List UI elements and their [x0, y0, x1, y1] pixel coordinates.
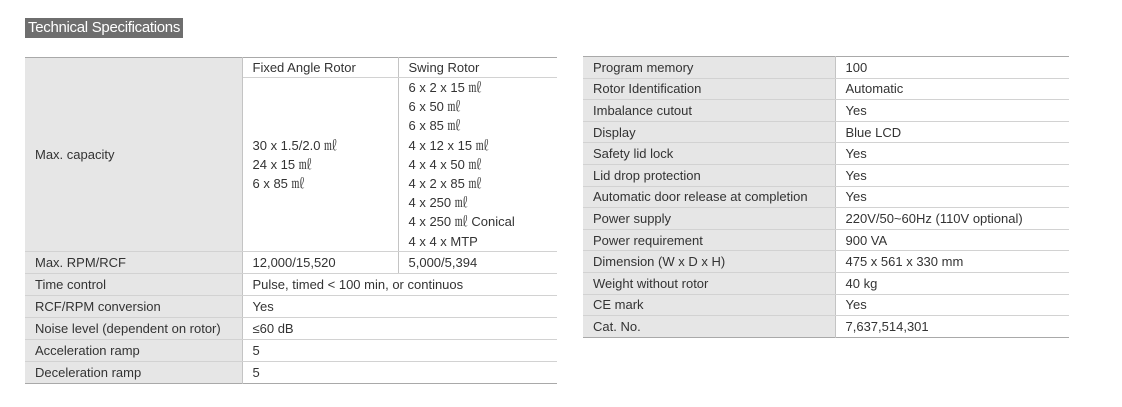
- spec-label: RCF/RPM conversion: [25, 295, 242, 317]
- capacity-swing-item: 4 x 2 x 85 ㎖: [408, 176, 482, 192]
- spec-value: 220V/50~60Hz (110V optional): [835, 208, 1069, 230]
- spec-label: Power supply: [583, 208, 835, 230]
- capacity-swing-item: 6 x 85 ㎖: [408, 118, 461, 134]
- spec-value: 5: [242, 339, 557, 361]
- spec-value: 5,000/5,394: [398, 251, 557, 273]
- capacity-fixed-item: 6 x 85 ㎖: [252, 176, 305, 192]
- column-header-fixed: Fixed Angle Rotor: [242, 58, 398, 78]
- capacity-fixed-item: 24 x 15 ㎖: [252, 156, 312, 172]
- capacity-swing-item: 6 x 2 x 15 ㎖: [408, 80, 482, 95]
- table-row: [583, 208, 1069, 230]
- spec-value: Yes: [835, 294, 1069, 316]
- spec-value: Yes: [835, 100, 1069, 122]
- spec-value: Yes: [835, 186, 1069, 208]
- table-row: [583, 164, 1069, 186]
- capacity-swing-item: 4 x 250 ㎖: [408, 195, 468, 211]
- capacity-swing-item: 4 x 4 x 50 ㎖: [408, 156, 482, 172]
- capacity-swing-item: 6 x 50 ㎖: [408, 99, 461, 115]
- capacity-swing-item: 4 x 4 x MTP: [408, 233, 478, 249]
- spec-label: CE mark: [583, 294, 835, 316]
- spec-value: 12,000/15,520: [242, 251, 398, 273]
- table-row: [25, 339, 557, 361]
- spec-label: Max. capacity: [35, 146, 115, 162]
- spec-value: Yes: [835, 143, 1069, 165]
- spec-label: Automatic door release at completion: [583, 186, 835, 208]
- spec-label: Cat. No.: [583, 316, 835, 338]
- capacity-swing-cell: [398, 78, 557, 252]
- section-heading: Technical Specifications: [25, 18, 183, 38]
- table-row: [25, 295, 557, 317]
- spec-label: Power requirement: [583, 229, 835, 251]
- spec-label: Lid drop protection: [583, 164, 835, 186]
- spec-value: Yes: [242, 295, 557, 317]
- spec-value: 475 x 561 x 330 mm: [835, 251, 1069, 273]
- spec-label: Weight without rotor: [583, 272, 835, 294]
- spec-value: Yes: [835, 164, 1069, 186]
- header-blank-cell: [25, 58, 242, 252]
- table-row: [583, 143, 1069, 165]
- table-row: [583, 229, 1069, 251]
- capacity-fixed-item: 30 x 1.5/2.0 ㎖: [252, 137, 338, 153]
- spec-label: Deceleration ramp: [25, 361, 242, 383]
- spec-value: Pulse, timed < 100 min, or continuos: [242, 273, 557, 295]
- spec-label: Program memory: [583, 57, 835, 79]
- capacity-fixed-cell: [242, 78, 398, 252]
- table-row: [583, 78, 1069, 100]
- spec-label: Time control: [25, 273, 242, 295]
- table-row: [583, 121, 1069, 143]
- spec-value: 40 kg: [835, 272, 1069, 294]
- spec-value: 7,637,514,301: [845, 318, 929, 334]
- spec-value: 900 VA: [835, 229, 1069, 251]
- spec-value: ≤60 dB: [242, 317, 557, 339]
- capacity-swing-item: 4 x 250 ㎖ Conical: [408, 214, 515, 230]
- table-row: [25, 58, 557, 78]
- spec-label: Acceleration ramp: [25, 339, 242, 361]
- table-row: [25, 251, 557, 273]
- spec-value: 5: [252, 364, 260, 380]
- table-row: [583, 316, 1069, 338]
- table-row: [25, 273, 557, 295]
- spec-value: 100: [835, 57, 1069, 79]
- spec-value: Automatic: [835, 78, 1069, 100]
- right-specs-table: [583, 56, 1069, 338]
- spec-label: Max. RPM/RCF: [25, 251, 242, 273]
- table-row: [583, 186, 1069, 208]
- table-row: [583, 100, 1069, 122]
- table-row: [25, 317, 557, 339]
- spec-label: Display: [583, 121, 835, 143]
- column-header-swing: Swing Rotor: [398, 58, 557, 78]
- table-row: [583, 294, 1069, 316]
- spec-label: Dimension (W x D x H): [583, 251, 835, 273]
- spec-label: Imbalance cutout: [583, 100, 835, 122]
- table-row: [25, 361, 557, 383]
- spec-value: Blue LCD: [835, 121, 1069, 143]
- spec-label: Rotor Identification: [583, 78, 835, 100]
- capacity-swing-item: 4 x 12 x 15 ㎖: [408, 137, 489, 153]
- left-specs-table: [25, 57, 557, 384]
- table-row: [583, 251, 1069, 273]
- table-row: [583, 272, 1069, 294]
- spec-label: Safety lid lock: [583, 143, 835, 165]
- table-row: [583, 57, 1069, 79]
- spec-label: Noise level (dependent on rotor): [25, 317, 242, 339]
